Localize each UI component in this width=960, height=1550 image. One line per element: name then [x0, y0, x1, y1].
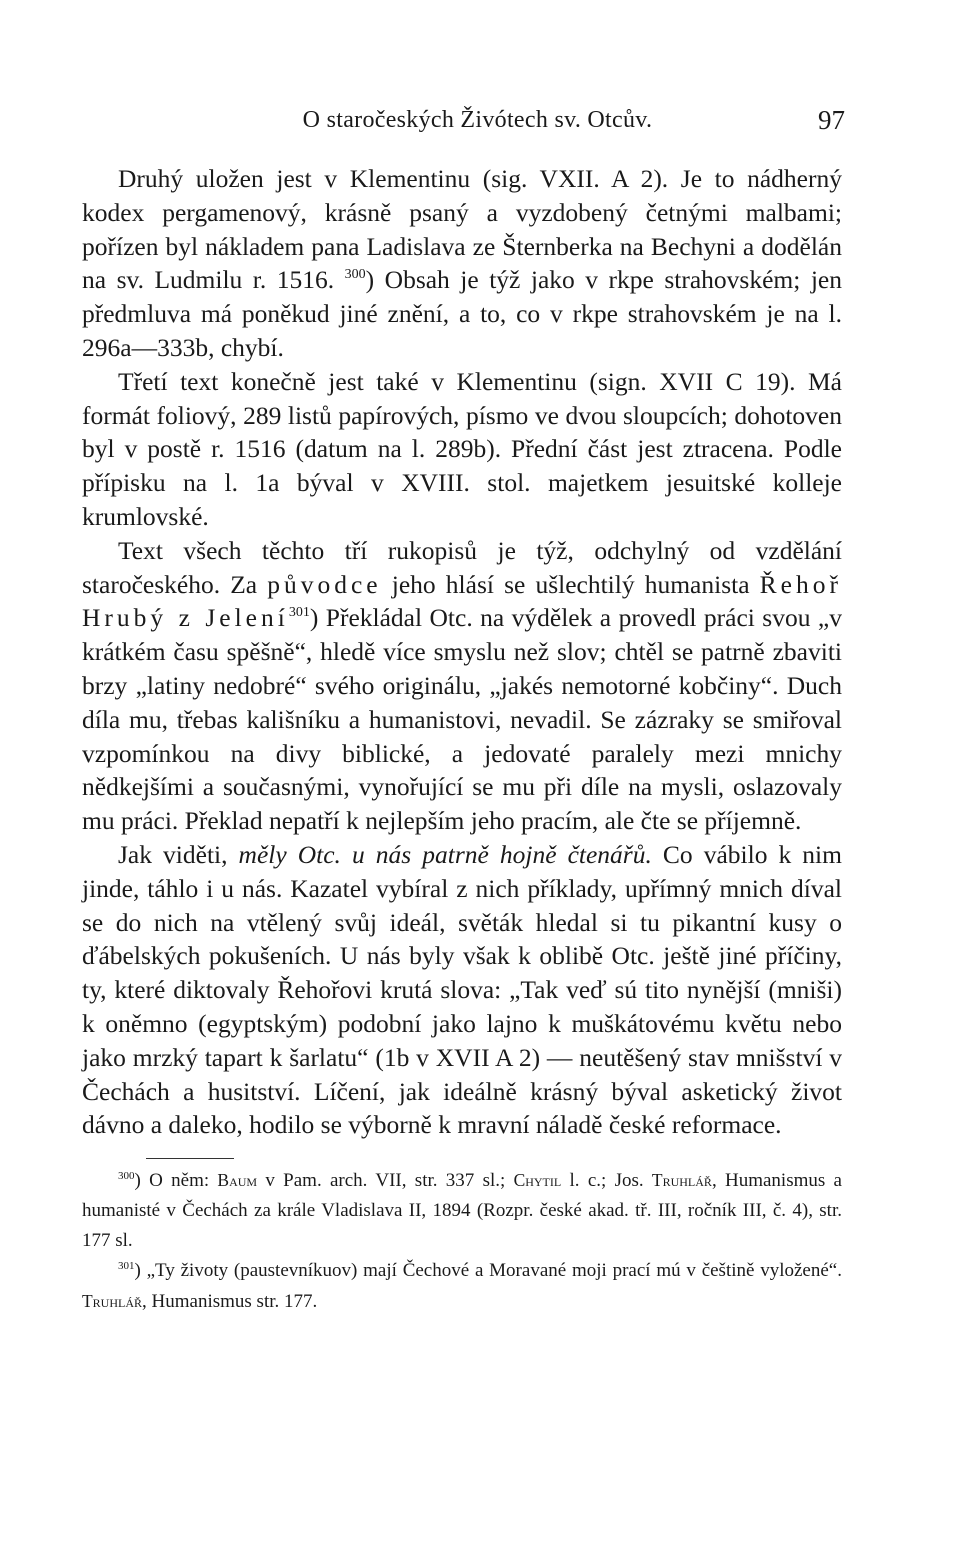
footnote-300-text-d: , Humanismus a humanisté v Čechách za krále Vladislava II, 1894 (Rozpr. české akad. tř. III, ročník III, č. 4), str. 177 sl.: [82, 1170, 842, 1251]
italic-phrase: měly Otc. u nás patrně hojně čtenářů.: [238, 839, 652, 869]
paragraph-1-text-end: ) Obsah je týž jako v rkpe strahovském; jen předmluva má poněkud jiné znění, a to, co v rkpe strahovském je na l. 296a—333b, chybí.: [82, 265, 842, 362]
author-baum: Baum: [217, 1170, 258, 1190]
footnote-300-text-c: l. c.; Jos.: [561, 1170, 652, 1191]
running-title: O staročeských Živótech sv. Otcův.: [302, 107, 653, 133]
paragraph-4-text-b: Co vábilo k nim jinde, táhlo i u nás. Kazatel vybíral z nich příklady, upřímný mnich díval se do nich na vtělený svůj ideál, světák hledal si tu pikantní kusy o ďábelských pokušeních. U nás byly však k oblibě Otc. ještě jiné příčiny, ty, které diktovaly Řehořovi krutá slova: „Tak veď sú tito nynější (mniši) k oněmno (egyptským) podobní jako lajno k muškátovému květu nebo jako mrzký tapart k šarlatu“ (1b v XVII A 2) — neutěšený stav mnišství v Čechách a husitství. Líčení, jak ideálně krásný býval asketický život dávno a daleko, hodilo se výborně k mravní náladě české reformace.: [82, 839, 842, 1140]
paragraph-3-text-b: jeho hlásí se ušlechtilý humanista: [381, 569, 760, 599]
footnote-ref-300: 300: [344, 267, 366, 283]
footnotes: [82, 1158, 842, 1317]
footnote-300: [82, 1165, 842, 1256]
paragraph-1: [82, 162, 842, 365]
paragraph-3-text-a: Text všech těchto tří rukopisů je týž, odchylný od vzdělání staročeského. Za: [82, 535, 842, 599]
footnote-300-text-a: ) O něm:: [134, 1170, 218, 1191]
paragraph-4-text-a: Jak viděti,: [118, 839, 239, 869]
page-number: 97: [818, 105, 845, 135]
spaced-term-author: původce: [267, 569, 382, 599]
paragraph-1-text: Druhý uložen jest v Klementinu (sig. VXII. A 2). Je to nádherný kodex pergamenový, krásně psaný a vyzdobený četnými malbami; pořízen byl nákladem pana Ladislava ze Šternberka na Bechyni a dodělán na sv. Ludmilu r. 1516.: [82, 164, 842, 295]
spaced-name-rehor: Řehoř Hrubý z Jelení: [82, 569, 842, 633]
paragraph-3: [82, 534, 842, 838]
footnote-rule: [146, 1158, 234, 1159]
author-chytil: Chytil: [513, 1170, 562, 1190]
page-header: [110, 100, 845, 140]
footnote-300-text-b: v Pam. arch. VII, str. 337 sl.;: [257, 1170, 514, 1191]
footnote-300-number: 300: [118, 1170, 135, 1182]
paragraph-2: [82, 365, 842, 534]
footnote-301-text-a: ) „Ty životy (paustevníkuov) mají Čechové a Moravané moji prací mú v češtině vyložené“.: [134, 1260, 842, 1281]
paragraph-3-text-c: ) Překládal Otc. na výdělek a provedl práci svou „v krátkém času spěšně“, hledě více smyslu než slov; chtěl se patrně zbaviti brzy „latiny nedobré“ svého originálu, „jakés nemotorné kobčiny“. Duch díla mu, třebas kališníku a humanistovi, nevadil. Se zázraky se smiřoval vzpomínkou na divy biblické, a jedovaté paralely mezi mnichy nědkejšími a současnými, vynořující se mu při díle na mysli, oslazovaly mu práci. Překlad nepatří k nejlepším jeho pracím, ale čte se příjemně.: [82, 603, 842, 836]
author-truhlar: Truhlář: [651, 1170, 712, 1190]
paragraph-2-text: Třetí text konečně jest také v Klementinu (sign. XVII C 19). Má formát foliový, 289 listů papírových, písmo ve dvou sloupcích; dohotoven byl v postě r. 1516 (datum na l. 289b). Přední část jest ztracena. Podle přípisku na l. 1a býval v XVIII. stol. majetkem jesuitské kolleje krumlovské.: [82, 366, 842, 531]
footnote-301: [82, 1256, 842, 1317]
footnote-ref-301: 301: [288, 605, 310, 621]
footnote-301-number: 301: [118, 1260, 135, 1272]
footnote-301-text-b: , Humanismus str. 177.: [142, 1291, 318, 1312]
main-text: [82, 162, 842, 1142]
paragraph-4: [82, 838, 842, 1142]
author-truhlar-2: Truhlář: [82, 1291, 143, 1311]
